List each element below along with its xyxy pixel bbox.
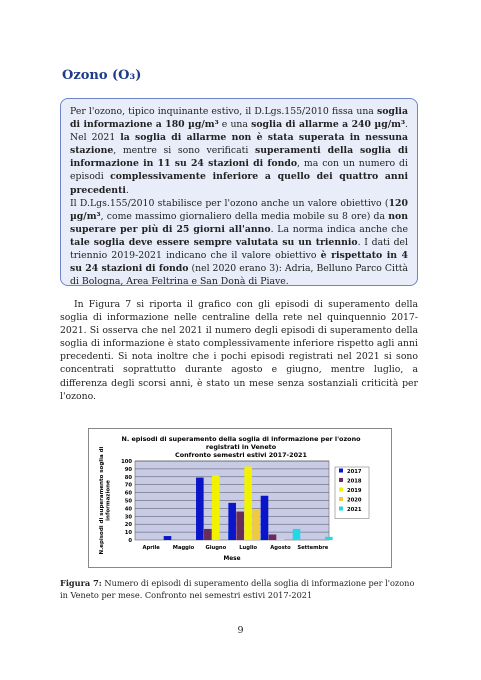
text-segment: . La norma indica anche che [270,223,408,235]
chart-title-line-3: Confronto semestri estivi 2017-2021 [175,451,307,459]
text-segment: complessivamente inferiore a quello dei quattro anni precedenti [70,171,408,196]
legend-label: 2020 [347,497,362,504]
text-segment: soglia di allarme a 240 µg/m³ [251,119,406,131]
chart-frame [88,428,392,568]
x-tick-label: Luglio [239,545,258,551]
y-tick-label: 90 [124,466,132,473]
bar-2019-luglio [244,467,252,540]
bar-2017-giugno [196,478,204,540]
text-segment: non superare per più di 25 giorni all'anno [70,210,408,235]
text-segment: . I dati del triennio 2019-2021 indicano che il valore obiettivo [70,236,408,262]
y-axis-label: N.episodi di superamento soglia di [99,446,105,555]
legend-swatch-2017 [339,469,343,473]
text-segment: 120 µg/m³ [70,197,408,222]
legend-swatch-2020 [339,497,343,501]
body-paragraph: In Figura 7 si riporta il grafico con gli episodi di superamento della soglia di informazione nelle centraline della rete nel quinquennio 2017-2021. Si osserva che nel 2021 il numero degli episodi di superamento della soglia di informazione è stato complessivamente inferiore rispetto agli anni precedenti. Si nota inoltre che i pochi episodi registrati nel 2021 si sono concentrati soprattutto durante agosto e giugno, mentre luglio, a differenza degli scorsi anni, è stato un mese senza sostanziali criticità per l'ozono. [60,299,418,402]
bar-2018-luglio [236,512,244,540]
text-segment: soglia di informazione a 180 µg/m³ [70,106,408,131]
y-tick-label: 70 [124,482,132,489]
x-tick-label: Settembre [297,545,329,551]
text-segment: (nel 2020 erano 3): Adria, Belluno Parco Città di Bologna, Area Feltrina e San Donà di Piave. [70,263,408,288]
legend-label: 2018 [347,478,362,485]
page-number: 9 [237,625,244,636]
text-segment: tale soglia deve essere sempre valutata su un triennio [70,236,358,248]
summary-paragraph-2 [70,197,408,289]
bar-2017-luglio [228,503,236,540]
caption-text: Numero di episodi di superamento della soglia di informazione per l'ozono in Veneto per mese. Confronto nei semestri estivi 2017-2021 [60,578,415,600]
text-segment: superamenti della soglia di informazione in 11 su 24 stazioni di fondo [70,145,409,170]
legend-label: 2021 [347,506,362,513]
x-tick-label: Maggio [172,545,195,551]
y-tick-label: 10 [124,530,132,537]
bar-2021-settembre [325,537,333,540]
y-tick-label: 100 [121,459,132,465]
text-segment: Il D.Lgs.155/2010 stabilisce per l'ozono anche un valore obiettivo ( [70,197,389,209]
legend-swatch-2019 [339,488,343,492]
caption-label: Figura 7: [60,578,102,588]
bar-2020-luglio [252,509,260,540]
text-segment: , come massimo giornaliero della media mobile su 8 ore) da [100,210,389,222]
y-tick-label: 80 [124,474,132,481]
bar-2019-agosto [277,539,285,540]
bar-2017-maggio [164,536,172,540]
text-segment: Per l'ozono, tipico inquinante estivo, il D.Lgs.155/2010 fissa una [70,106,377,117]
bar-2018-agosto [269,534,277,540]
legend-label: 2019 [347,487,362,494]
text-segment: . [125,184,129,196]
x-tick-label: Giugno [205,545,227,551]
legend-swatch-2021 [339,507,343,511]
figure-caption [60,578,418,601]
bar-2019-giugno [212,475,220,540]
bar-2018-giugno [204,529,212,540]
x-tick-label: Agosto [270,545,291,551]
bar-chart [89,429,391,567]
y-tick-label: 0 [128,538,132,544]
x-tick-label: Aprile [142,545,160,551]
x-axis-label: Mese [223,556,241,562]
y-tick-label: 20 [124,522,132,529]
y-tick-label: 50 [124,498,132,505]
y-tick-label: 30 [124,514,132,521]
text-segment: e una [218,119,252,131]
y-axis-label: informazione [105,480,112,521]
text-segment: è rispettato in 4 su 24 stazioni di fondo [70,250,409,275]
legend-label: 2017 [347,468,362,475]
legend-swatch-2018 [339,478,343,482]
chart-title-line-2: registrati in Veneto [205,443,277,451]
text-segment: . Nel 2021 [70,119,408,144]
summary-box [60,98,418,286]
y-tick-label: 60 [124,490,132,497]
text-segment: la soglia di allarme non è stata superata in nessuna stazione [70,132,408,157]
y-tick-label: 40 [124,506,132,513]
bar-2021-agosto [293,529,301,540]
bar-2017-agosto [261,496,269,540]
chart-title-line-1: N. episodi di superamento della soglia di informazione per l'ozono [121,435,361,443]
summary-paragraph-1 [70,105,408,197]
text-segment: , mentre si sono verificati [113,145,255,157]
section-heading: Ozono (O₃) [62,68,142,83]
text-segment: , ma con un numero di episodi [70,158,408,183]
